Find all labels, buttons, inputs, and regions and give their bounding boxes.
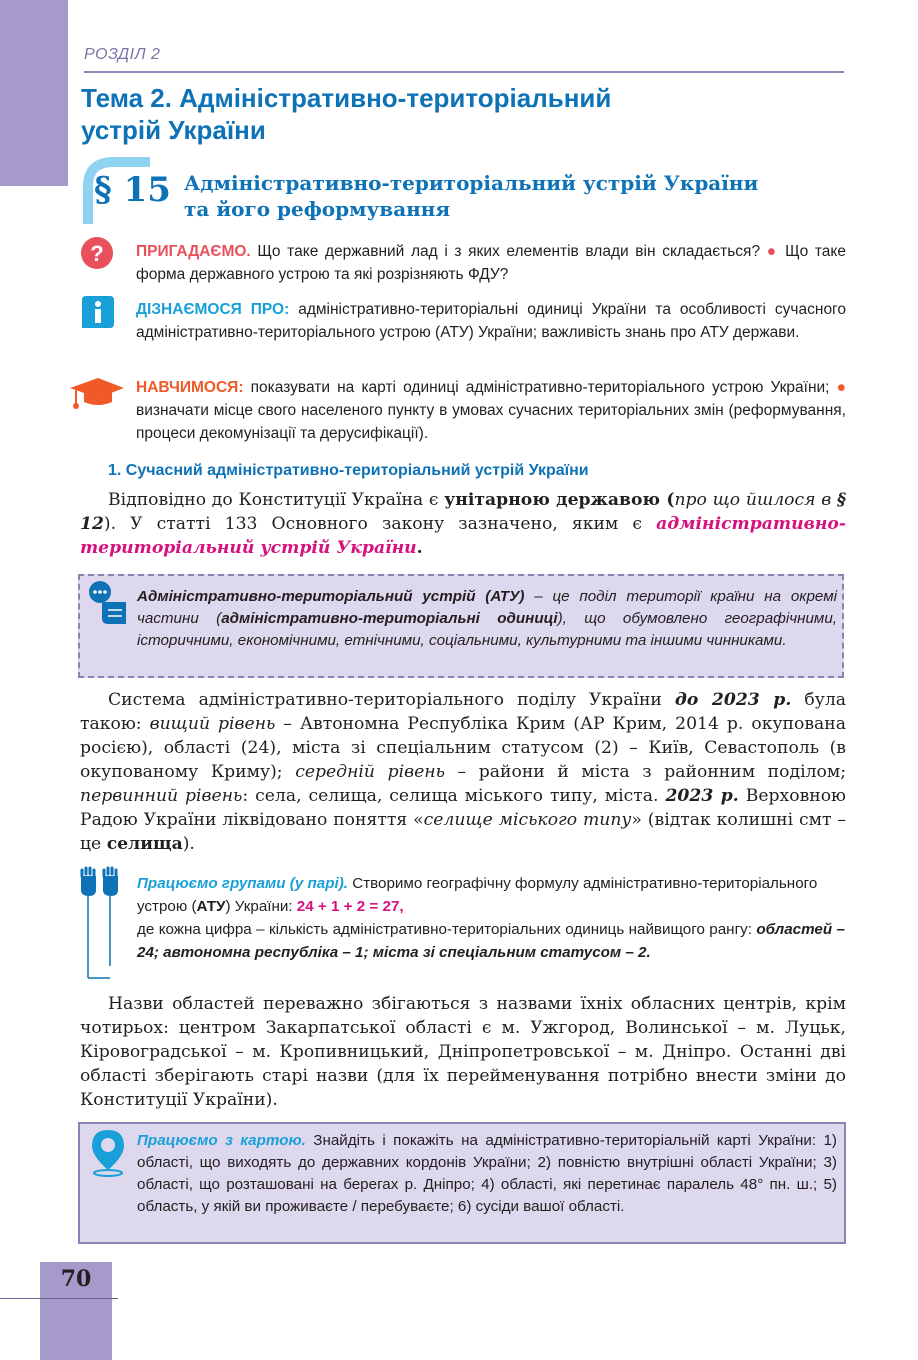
recall-text-b: Що таке форма державного устрою та які розрізняють ФДУ? (136, 243, 846, 283)
info-icon (80, 294, 116, 330)
p2-text-8: ). (182, 834, 195, 854)
p2-text-3: – Автономна Республіка Крим (АР Крим, 2014 р. окупована росією), області (24), міста зі спеціальним статусом (2) – Київ, Севастополь (в окупованому Криму); (80, 714, 846, 782)
page-number-rule (0, 1298, 118, 1299)
p2-bold: селища (106, 834, 183, 854)
corner-decoration-top (0, 0, 68, 186)
group-task-block (137, 872, 845, 964)
p2-date-1: до 2023 р. (674, 690, 792, 710)
definition-text-1: – це поділ території країни на окремі частини ( (137, 588, 837, 627)
map-task-label: Працюємо з картою. (137, 1132, 306, 1149)
topic-title-line2: устрій України (81, 115, 266, 145)
paragraph-title (184, 170, 824, 222)
learn-label: ДІЗНАЄМОСЯ ПРО: (136, 301, 290, 318)
p2-text-5: : села, селища, селища міського типу, міста. (242, 786, 666, 806)
p2-text-6: Верховною Радою України ліквідовано поняття « (80, 786, 847, 830)
group-task-line-1 (137, 872, 845, 918)
map-pin-icon (88, 1128, 128, 1178)
group-task-line-2 (137, 918, 845, 964)
p2-date-2: 2023 р. (665, 786, 739, 806)
p2-text-1: Система адміністративно-територіального поділу України (108, 690, 675, 710)
skills-block (136, 376, 846, 445)
group-task-formula: 24 + 1 + 2 = 27, (296, 898, 404, 915)
p1-text: Відповідно до Конституції Україна є (108, 490, 445, 510)
learn-block (136, 298, 846, 344)
definition-text-2: ), що обумовлено географічними, історичними, економічними, етнічними, соціальними, культурними та іншими чинниками. (137, 610, 837, 649)
p2-text-7: » (відтак колишні смт – це (80, 810, 846, 854)
p1-italic: про що йшлося в (674, 490, 832, 510)
definition-term-2: адміністративно-територіальні одиниці (221, 610, 558, 627)
learn-text: адміністративно-територіальні одиниці України та особливості сучасного адміністративно-територіального устрою (АТУ) України; важливість знань про АТУ держави. (136, 301, 846, 341)
map-task-text (137, 1130, 837, 1218)
svg-text:?: ? (90, 241, 104, 266)
header-rule (84, 71, 844, 73)
paragraph-title-line2: та його реформування (184, 197, 451, 221)
recall-block (136, 240, 846, 286)
p1-end: . (416, 538, 423, 558)
topic-title (81, 82, 781, 146)
group-task-abbr: АТУ (196, 898, 226, 915)
skills-label: НАВЧИМОСЯ: (136, 379, 244, 396)
body-paragraph-2 (80, 688, 846, 856)
body-paragraph-3: Назви областей переважно збігаються з назвами їхніх обласних центрів, крім чотирьох: центром Закарпатської області є м. Ужгород, Волинської – м. Луцьк, Кіровоградської – м. Кропивницький, Дніпропетровської – м. Дніпро. Останні дві області зберігають старі назви (для їх перейменування потрібно внести зміни до Конституції України). (80, 994, 846, 1110)
p2-term: селище міського типу (423, 810, 632, 830)
p2-level-1: вищий рівень (149, 714, 276, 734)
p1-ref: § 12 (80, 490, 847, 534)
subheading: 1. Сучасний адміністративно-територіальний устрій України (108, 462, 589, 479)
body-paragraph-1 (80, 488, 846, 560)
speech-book-icon (86, 580, 132, 626)
paragraph-title-line1: Адміністративно-територіальний устрій України (184, 171, 759, 195)
definition-text (137, 586, 837, 652)
hands-icon (80, 866, 124, 982)
question-icon (80, 236, 114, 270)
skills-text-b: визначати місце свого населеного пункту в умовах сучасних територіальних змін (реформування, процеси декомунізації та дерусифікації). (136, 402, 846, 442)
page-number: 70 (60, 1266, 92, 1292)
p1-bold: унітарною державою (444, 490, 661, 510)
group-task-text-3: де кожна цифра – кількість адміністративно-територіальних одиниць найвищого рангу: (137, 921, 757, 938)
section-label: РОЗДІЛ 2 (84, 46, 161, 63)
group-task-breakdown: областей – 24; автономна республіка – 1; міста зі спеціальним статусом – 2. (137, 921, 845, 961)
p1-text-2: ). У статті 133 Основного закону зазначено, яким є (103, 514, 657, 534)
definition-term: Адміністративно-територіальний устрій (АТУ) (137, 588, 525, 605)
map-task-body: Знайдіть і покажіть на адміністративно-територіальній карті України: 1) області, що виходять до державних кордонів України; 2) повністю внутрішні області України; 3) області, що розташовані на берегах р. Дніпро; 4) області, які перетинає паралель 48° пн. ш.; 5) область, у якій ви проживаєте / перебуваєте; 6) сусіди вашої області. (137, 1132, 837, 1215)
p2-text-4: – райони й міста з районним поділом; (444, 762, 846, 782)
recall-label: ПРИГАДАЄМО. (136, 243, 251, 260)
group-task-text-2: ) України: (225, 898, 297, 915)
p2-text-2: була такою: (80, 690, 846, 734)
topic-title-line1: Тема 2. Адміністративно-територіальний (81, 83, 612, 113)
p1-paren: ( (660, 490, 675, 510)
graduation-cap-icon (68, 376, 126, 410)
recall-bullet: ● (760, 243, 786, 260)
p2-level-2: середній рівень (295, 762, 445, 782)
p2-level-3: первинний рівень (80, 786, 243, 806)
recall-text-a: Що таке державний лад і з яких елементів влади він складається? (250, 243, 761, 260)
skills-text-a: показувати на карті одиниці адміністративно-територіального устрою України; (243, 379, 830, 396)
p1-highlight: адміністративно-територіальний устрій України (80, 514, 846, 558)
group-task-label: Працюємо групами (у парі). (137, 875, 348, 892)
skills-bullet: ● (829, 379, 846, 396)
paragraph-number: § 15 (94, 170, 171, 210)
group-task-text-1: Створимо географічну формулу адміністративно-територіального устрою ( (137, 875, 818, 915)
